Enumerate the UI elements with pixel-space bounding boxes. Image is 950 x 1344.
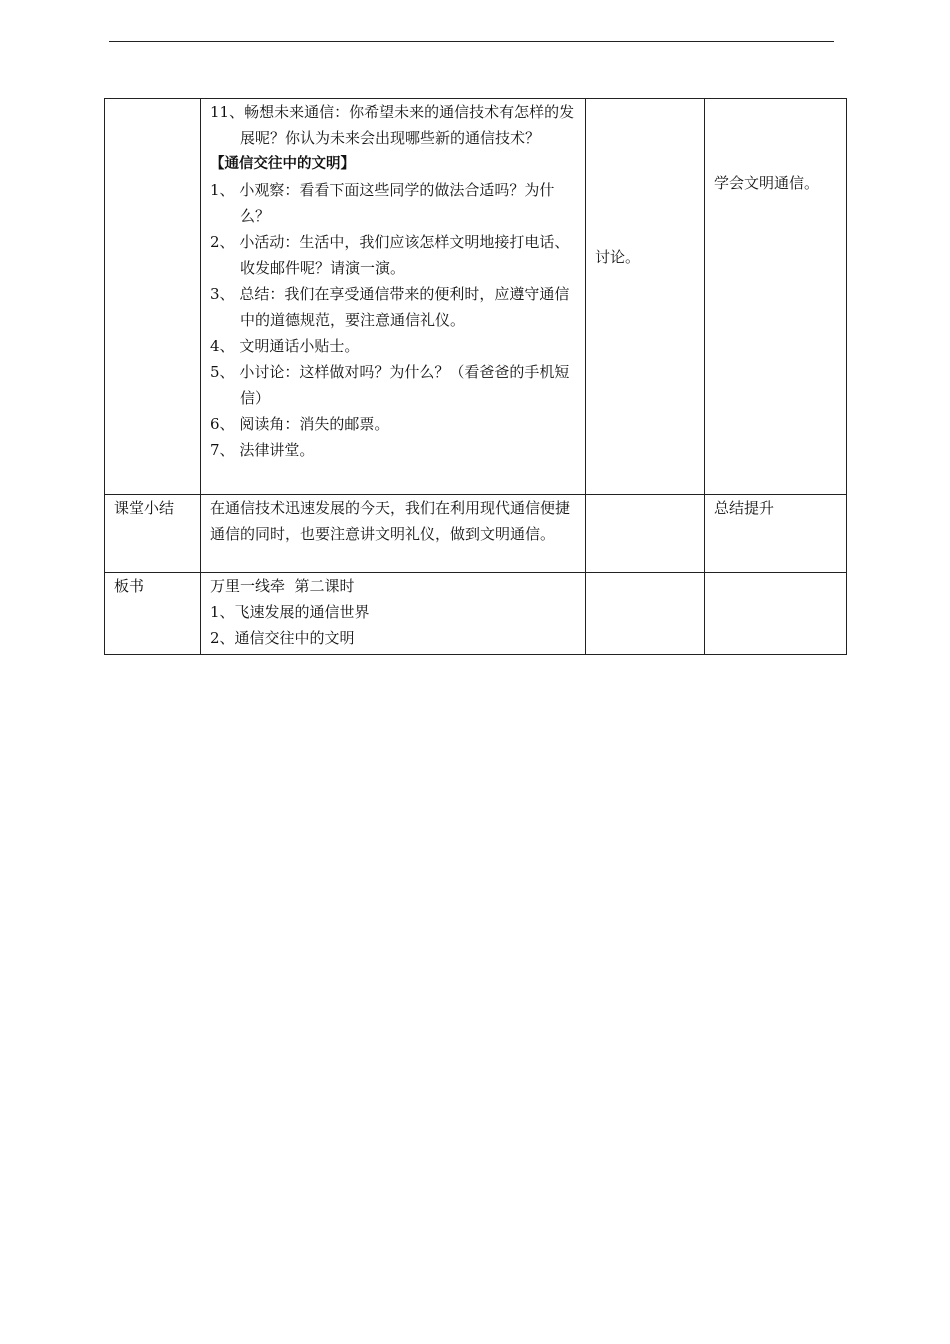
table-row: [105, 99, 847, 495]
table-row: [105, 495, 847, 573]
student-activity-cell: [586, 99, 705, 495]
list-item: [210, 411, 577, 437]
summary-cell: 在通信技术迅速发展的今天，我们在利用现代通信便捷通信的同时，也要注意讲文明礼仪，做到文明通信。: [201, 495, 586, 573]
table-row: [105, 573, 847, 655]
activity-cell: [201, 99, 586, 495]
list-item: [210, 359, 577, 411]
item-text: 小讨论：这样做对吗？为什么？（看爸爸的手机短信）: [239, 363, 570, 407]
student-activity-cell: [586, 573, 705, 655]
item-text: 法律讲堂。: [239, 441, 315, 459]
item-text: 畅想未来通信：你希望未来的通信技术有怎样的发展呢？你认为未来会出现哪些新的通信技术？: [240, 103, 575, 147]
list-item: [210, 333, 577, 359]
lesson-plan-table: [104, 98, 847, 655]
item-number: 3、: [210, 285, 235, 303]
item-number: 11、: [210, 103, 245, 121]
intent-cell: [705, 99, 847, 495]
item-number: 6、: [210, 415, 235, 433]
item-number: 1、: [210, 181, 235, 199]
list-item: [210, 99, 577, 151]
row-label-cell: 课堂小结: [105, 495, 201, 573]
item-text: 小活动：生活中，我们应该怎样文明地接打电话、收发邮件呢？请演一演。: [239, 233, 570, 277]
intent-cell: [705, 573, 847, 655]
board-line: 2、通信交往中的文明: [210, 629, 355, 647]
list-item: [210, 177, 577, 229]
item-text: 小观察：看看下面这些同学的做法合适吗？为什么？: [239, 181, 555, 225]
list-item: [210, 437, 577, 463]
item-text: 阅读角：消失的邮票。: [239, 415, 390, 433]
row-label-cell: 板书: [105, 573, 201, 655]
section-heading: 【通信交往中的文明】: [210, 156, 355, 172]
item-number: 5、: [210, 363, 235, 381]
board-line: 1、飞速发展的通信世界: [210, 603, 370, 621]
student-activity-text: 讨论。: [595, 248, 641, 266]
board-cell: [201, 573, 586, 655]
list-item: [210, 229, 577, 281]
intent-text: 学会文明通信。: [714, 174, 820, 192]
item-number: 7、: [210, 441, 235, 459]
intent-cell: 总结提升: [705, 495, 847, 573]
item-number: 2、: [210, 233, 235, 251]
list-item: [210, 281, 577, 333]
student-activity-cell: [586, 495, 705, 573]
item-text: 文明通话小贴士。: [239, 337, 360, 355]
item-number: 4、: [210, 337, 235, 355]
row-label-cell: [105, 99, 201, 495]
board-line: 万里一线牵 第二课时: [210, 577, 355, 595]
header-rule: [109, 41, 834, 42]
item-text: 总结：我们在享受通信带来的便利时，应遵守通信中的道德规范，要注意通信礼仪。: [239, 285, 570, 329]
